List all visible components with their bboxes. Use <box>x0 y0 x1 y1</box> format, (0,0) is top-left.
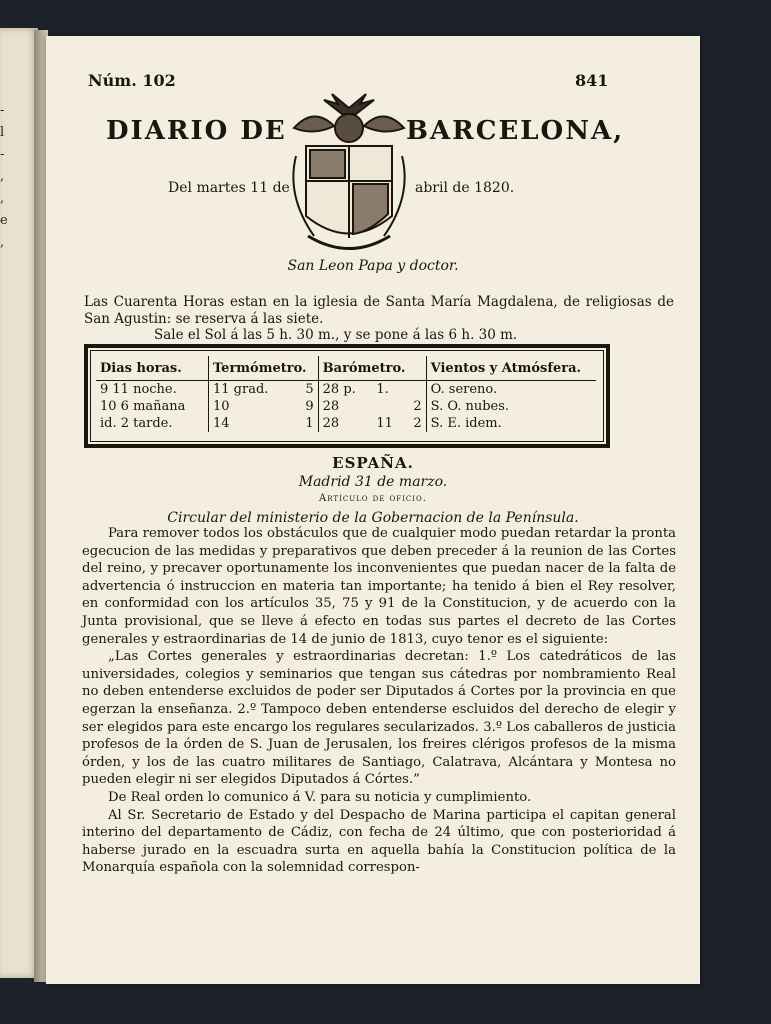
left-page-edge <box>0 28 38 978</box>
section-heading: ESPAÑA. <box>332 454 414 472</box>
weather-table-header <box>96 356 596 381</box>
table-cell: S. E. idem. <box>426 415 596 432</box>
issue-date-right: abril de 1820. <box>415 180 515 196</box>
table-cell <box>404 381 426 399</box>
table-cell: 10 6 mañana <box>100 399 186 414</box>
coat-of-arms-icon <box>284 86 414 256</box>
weather-table-frame <box>84 344 610 448</box>
table-cell: 28 p. <box>318 381 372 399</box>
saint-of-day: San Leon Papa y doctor. <box>287 258 459 274</box>
paragraph: „Las Cortes generales y estraordinarias decretan: 1.º Los catedráticos de las universidades, colegios y seminarios que tengan sus cátedras por nombramiento Real no deben entenderse excluidos de poder ser Diputados á Cortes por la provincia en que egerzan la enseñanza. 2.º Tampoco deben entenderse escluidos del derecho de elegir y ser elegidos para este encargo los regulares secularizados. 3.º Los caballeros de justicia profesos de la órden de S. Juan de Jerusalen, los freires clérigos profesos de la misma órden, y los de las cuatro militares de Santiago, Calatrava, Alcántara y Montesa no pueden elegir ni ser elegidos Diputados á Córtes.” <box>82 649 676 788</box>
table-row <box>96 415 596 432</box>
table-cell: 2 <box>413 399 422 414</box>
col-days-hours: Dias horas. <box>96 356 209 381</box>
table-cell: 10 <box>209 398 296 415</box>
table-cell: 1. <box>376 382 389 397</box>
paragraph: Para remover todos los obstáculos que de cualquier modo puedan retardar la pronta egecucion de las medidas y preparativos que deben preceder á la reunion de las Cortes del reino, y precaver oportunamente los inconvenientes que puedan nacer de la falta de advertencia ó instruccion en materia tan importante; ha tenido á bien el Rey resolver, en conformidad con los artículos 35, 75 y 91 de la Constitucion, y de acuerdo con la Junta provisional, que se lleve á efecto en todas sus partes el decreto de las Cortes generales y estraordinarias de 14 de junio de 1813, cuyo tenor es el siguiente: <box>82 526 676 647</box>
paragraph: Al Sr. Secretario de Estado y del Despacho de Marina participa el capitan general interino del departamento de Cádiz, con fecha de 24 último, que con posterioridad á haberse jurado en la escuadra surta en aquella bahía la Constitucion política de la Monarquía española con la solemnidad correspon- <box>82 807 676 876</box>
article-body <box>82 525 676 877</box>
paragraph: De Real orden lo comunico á V. para su noticia y cumplimiento. <box>108 789 532 805</box>
table-cell: 9 11 noche. <box>100 382 177 397</box>
weather-table <box>96 356 596 432</box>
table-cell: O. sereno. <box>426 381 596 399</box>
table-cell: 11 grad. <box>209 381 296 399</box>
col-barometer: Barómetro. <box>318 356 426 381</box>
table-cell: 5 <box>305 382 314 397</box>
table-cell: 28 <box>318 415 372 432</box>
dateline: Madrid 31 de marzo. <box>298 474 448 490</box>
table-cell <box>372 398 404 415</box>
table-row <box>96 398 596 415</box>
left-page-fragments: - l - , , e , <box>0 103 8 250</box>
forty-hours-notice: Las Cuarenta Horas estan en la iglesia de Santa María Magdalena, de religiosas de San Agustin: se reserva á las siete. <box>84 294 674 327</box>
table-cell: 1 <box>305 416 314 431</box>
issue-date-left: Del martes 11 de <box>168 180 290 196</box>
table-cell: id. 2 tarde. <box>100 416 173 431</box>
col-thermometer: Termómetro. <box>209 356 319 381</box>
masthead-title-left: DIARIO DE <box>106 116 287 146</box>
masthead-title-right: BARCELONA, <box>406 116 625 146</box>
sunrise-sunset: Sale el Sol á las 5 h. 30 m., y se pone á las 6 h. 30 m. <box>154 327 518 343</box>
page-number: 841 <box>575 71 609 90</box>
article-type: Artículo de oficio. <box>319 493 427 504</box>
issue-number: Núm. 102 <box>88 71 176 90</box>
table-cell: 11 <box>376 416 393 431</box>
newspaper-page <box>46 36 700 984</box>
table-cell: 2 <box>413 416 422 431</box>
circular-title: Circular del ministerio de la Gobernacion de la Península. <box>167 510 579 526</box>
table-row <box>96 381 596 399</box>
table-cell: 28 <box>318 398 372 415</box>
col-winds: Vientos y Atmósfera. <box>426 356 596 381</box>
table-cell: S. O. nubes. <box>426 398 596 415</box>
table-cell: 9 <box>305 399 314 414</box>
table-cell: 14 <box>209 415 296 432</box>
